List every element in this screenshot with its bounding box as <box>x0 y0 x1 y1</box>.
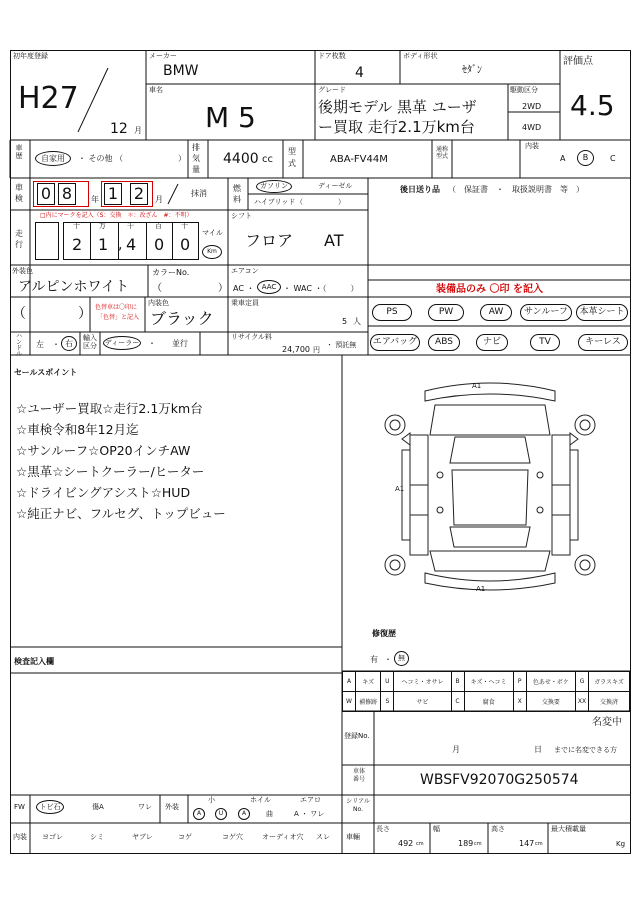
ext-u-circle: U <box>215 808 227 820</box>
body-value: ｾﾀﾞﾝ <box>462 65 482 76</box>
ext-color-label: 外装色 <box>12 267 33 275</box>
sales-point-line: ☆ドライビングアシスト☆HUD <box>16 485 191 500</box>
inspection-month-digit: 1 <box>104 183 122 205</box>
mileage-unit-label: 万 <box>99 222 106 230</box>
score-value: 4.5 <box>570 89 615 122</box>
ext-label: 外装 <box>165 803 179 811</box>
private-use-circle: 自家用 <box>35 151 71 166</box>
kg-unit: Kg <box>616 840 626 848</box>
equipment-title: 装備品のみ 〇印 を記入 <box>436 284 543 295</box>
legend-cell: U <box>381 672 394 692</box>
grade-line2: ー買取 走行2.1万km台 <box>318 118 475 136</box>
registration-deadline: までに名変できる方 <box>554 746 617 754</box>
legend-cell: キズ・ヘコミ <box>464 672 513 692</box>
legend-cell: A <box>343 672 356 692</box>
fw-crack: ワレ <box>138 803 152 811</box>
grade-label: グレード <box>318 86 346 94</box>
sales-point-line: ☆ユーザー買取☆走行2.1万km台 <box>16 401 203 416</box>
repair-no-circle: 無 <box>394 651 409 666</box>
mileage-digit: 4 <box>126 235 137 254</box>
mileage-digit-divider <box>172 222 173 260</box>
fw-chip-circle: トビ石 <box>36 800 64 814</box>
equipment-option: 本革シート <box>576 304 628 321</box>
drive-label: 駆動区分 <box>510 86 538 94</box>
dealer-circle: ディーラー <box>103 336 141 350</box>
first-reg-month: 12 <box>110 121 128 137</box>
usage-close: ） <box>178 154 186 163</box>
mile-label: マイル <box>202 229 223 237</box>
fuel-hybrid: ハイブリッド <box>254 198 296 206</box>
first-reg-era-year: H27 <box>18 81 79 116</box>
damage-mark: A1 <box>476 585 486 593</box>
damage-mark: A1 <box>472 382 482 390</box>
length-label: 長さ <box>376 825 390 833</box>
equipment-option: ABS <box>428 334 460 351</box>
inspection-year-digit: 0 <box>37 183 55 205</box>
width-value: 189 <box>458 839 474 848</box>
wheel-label: ホイル <box>250 796 271 804</box>
capacity-unit: 人 <box>353 317 361 326</box>
import-label: 輸入区分 <box>83 334 97 350</box>
height-unit: cm <box>535 841 543 847</box>
interior-item: コゲ <box>178 833 192 841</box>
interior-item: スレ <box>316 833 330 841</box>
mileage-digit-divider <box>146 222 147 260</box>
sales-title: セールスポイント <box>14 368 78 377</box>
registration-no-label: 登録No. <box>344 732 370 740</box>
legend-cell: サビ <box>394 692 451 712</box>
inspection-year-digit: 8 <box>58 183 76 205</box>
wheel-a-circle: A <box>238 808 250 820</box>
mileage-unit-label: 千 <box>127 222 134 230</box>
mileage-unit-label: 十 <box>181 222 188 230</box>
interior-row-label: 内装 <box>13 833 27 841</box>
first-reg-month-unit: 月 <box>134 126 142 135</box>
interior-item: ヤブレ <box>132 833 153 841</box>
ext-a-circle: A <box>193 808 205 820</box>
inspection-month-digit: 2 <box>130 183 148 205</box>
maker-label: メーカー <box>149 52 177 60</box>
sales-point-line: ☆車検令和8年12月迄 <box>16 422 139 437</box>
mileage-digit: 0 <box>154 235 165 254</box>
import-parallel: 並行 <box>172 339 188 348</box>
dims-label: 車輛 <box>346 833 360 841</box>
model-value: M 5 <box>205 101 256 134</box>
body-label: ボディ形状 <box>403 52 438 60</box>
repair-sep: ・ <box>384 655 392 664</box>
height-label: 高さ <box>491 825 505 833</box>
sales-point-line: ☆黒革☆シートクーラー/ヒーター <box>16 464 205 479</box>
capacity-label: 乗車定員 <box>231 299 259 307</box>
legend-cell: W <box>343 692 356 712</box>
legend-cell: 交換済 <box>589 692 630 712</box>
shift-type: AT <box>324 231 344 250</box>
repair-yes: 有 <box>370 655 378 664</box>
registration-month: 月 <box>452 745 460 754</box>
inspection-year-unit: 年 <box>91 195 99 204</box>
aircon-rest: ・ WAC ・（ ） <box>283 284 359 293</box>
type-label: 型式 <box>288 147 296 168</box>
shift-position: フロア <box>245 231 294 250</box>
displacement-value: 4400 <box>223 151 259 167</box>
maker-value: BMW <box>163 63 199 79</box>
mileage-unit-label: 十 <box>73 222 80 230</box>
aircon-aac-circle: AAC <box>257 280 281 294</box>
width-unit: cm <box>474 841 482 847</box>
legend-cell: ガラスキズ <box>589 672 630 692</box>
repair-title: 修復歴 <box>372 629 396 638</box>
color-change-note1: 色替車は〇印に <box>95 304 138 311</box>
mileage-label: 走行 <box>15 229 23 249</box>
cert-type-label: 通称型式 <box>436 146 449 160</box>
legend-cell: C <box>451 692 464 712</box>
ext-color-value: アルピンホワイト <box>18 279 130 295</box>
legend-cell: XX <box>576 692 589 712</box>
legend-cell: 補修跡 <box>356 692 381 712</box>
interior-grade-c: C <box>610 154 616 163</box>
equipment-option: TV <box>530 334 560 351</box>
chassis-label: 車体番号 <box>352 768 365 783</box>
type-code: ABA-FV44M <box>330 154 388 165</box>
equipment-option: PW <box>428 304 464 321</box>
doors-value: 4 <box>355 65 364 81</box>
docs-title: 後日送り品 <box>400 185 440 194</box>
wheel-bend: 曲 <box>266 810 273 818</box>
color-no-close: ） <box>218 283 228 294</box>
length-value: 492 <box>398 839 414 848</box>
car-diagram <box>380 375 600 600</box>
legend-cell: G <box>576 672 589 692</box>
mileage-digit: 0 <box>180 235 191 254</box>
mileage-digit-divider <box>90 222 91 260</box>
interior-item: コゲ穴 <box>222 833 243 841</box>
grade-line1: 後期モデル 黒革 ユーザ <box>318 98 477 116</box>
equipment-option: PS <box>372 304 412 321</box>
docs-items: （ 保証書 ・ 取扱説明書 等 ） <box>448 185 584 194</box>
mileage-digit: 2 <box>72 235 83 254</box>
small-label: 小 <box>208 796 215 804</box>
drive-4wd: 4WD <box>522 123 542 132</box>
steering-left: 左 <box>36 340 44 349</box>
steering-right-circle: 右 <box>61 336 77 351</box>
usage-other: ・ その他 （ <box>78 154 124 163</box>
legend-cell: 腐食 <box>464 692 513 712</box>
equipment-option: サンルーフ <box>520 304 572 321</box>
legend-cell: X <box>513 692 526 712</box>
check-title: 検査記入欄 <box>14 657 54 666</box>
legend-cell: P <box>513 672 526 692</box>
interior-item: ヨゴレ <box>42 833 63 841</box>
mileage-unit-label: 百 <box>155 222 162 230</box>
drive-2wd: 2WD <box>522 102 542 111</box>
fuel-other: （ ） <box>296 198 345 206</box>
sales-point-line: ☆サンルーフ☆OP20インチAW <box>16 443 191 458</box>
mileage-note: □内にマークを記入（S：交換 ＊：改ざん #：不明） <box>40 212 193 219</box>
equipment-option: エアバッグ <box>370 334 420 351</box>
aero-label: エアロ <box>300 796 321 804</box>
inspection-month-unit: 月 <box>155 195 163 204</box>
model-label: 車名 <box>149 86 163 94</box>
chassis-number: WBSFV92070G250574 <box>420 772 579 788</box>
sales-point-line: ☆純正ナビ、フルセグ、トップビュー <box>16 506 226 521</box>
length-unit: cm <box>416 841 424 847</box>
shift-label: シフト <box>231 212 252 220</box>
width-label: 幅 <box>433 825 440 833</box>
mileage-digit: 1 <box>98 235 109 254</box>
score-label: 評価点 <box>563 56 593 67</box>
legend-cell: 色あせ・ボケ <box>526 672 575 692</box>
recycle-deposit: ・ 預託無 <box>326 341 357 349</box>
recycle-unit: 円 <box>313 346 320 354</box>
km-circle: Km <box>202 245 222 259</box>
doors-label: ドア枚数 <box>318 52 346 60</box>
max-load-label: 最大積載量 <box>551 825 586 833</box>
color-no-label: カラーNo. <box>152 268 190 277</box>
serial-label: シリアルNo. <box>346 798 370 813</box>
legend-cell: 交換要 <box>526 692 575 712</box>
fw-label: FW <box>14 803 25 811</box>
displacement-label: 排気量 <box>192 143 200 174</box>
legend-cell: B <box>451 672 464 692</box>
mileage-mark-box <box>35 222 59 260</box>
usage-label: 車歴 <box>15 144 23 160</box>
aircon-ac: AC ・ <box>233 284 255 293</box>
color-no-open: （ <box>152 283 162 294</box>
legend-cell: ヘコミ・オサレ <box>394 672 451 692</box>
interior-item: シミ <box>90 833 104 841</box>
interior-item: オーディオ穴 <box>262 833 304 841</box>
first-reg-label: 初年度登録 <box>13 52 48 60</box>
damage-mark: A1 <box>395 485 405 493</box>
equipment-option: キーレス <box>578 334 628 351</box>
inspection-label: 車検 <box>15 183 23 203</box>
name-change-label: 名変中 <box>592 717 622 728</box>
equipment-option: AW <box>480 304 512 321</box>
recycle-label: リサイクル料 <box>231 333 273 341</box>
defect-legend-table <box>342 671 630 712</box>
displacement-unit: cc <box>262 154 273 165</box>
inspection-erased: 抹消 <box>191 189 207 198</box>
interior-grade-a: A <box>560 154 566 163</box>
interior-grade-b: B <box>577 150 594 166</box>
interior-grade-label: 内装 <box>525 142 539 150</box>
fuel-label: 燃料 <box>233 184 241 204</box>
aero-value: A ・ ワレ <box>294 810 325 818</box>
int-color-value: ブラック <box>150 309 214 328</box>
fuel-diesel: ディーゼル <box>318 182 353 190</box>
steering-label: ハンドル <box>15 333 22 358</box>
legend-cell: S <box>381 692 394 712</box>
recycle-amount: 24,700 <box>282 345 310 354</box>
mileage-comma: , <box>118 237 123 253</box>
capacity-value: 5 <box>342 317 348 326</box>
aircon-label: エアコン <box>231 267 259 275</box>
registration-day: 日 <box>534 745 542 754</box>
equipment-option: ナビ <box>476 334 508 351</box>
fw-scratch: 傷A <box>92 803 104 811</box>
fuel-gasoline-circle: ガソリン <box>256 180 292 193</box>
ext2-open: （ <box>12 306 26 322</box>
int-color-label: 内装色 <box>148 299 169 307</box>
height-value: 147 <box>519 839 535 848</box>
ext2-close: ） <box>78 306 92 322</box>
color-change-note2: 「色替」と記入 <box>97 314 140 321</box>
legend-cell: キズ <box>356 672 381 692</box>
